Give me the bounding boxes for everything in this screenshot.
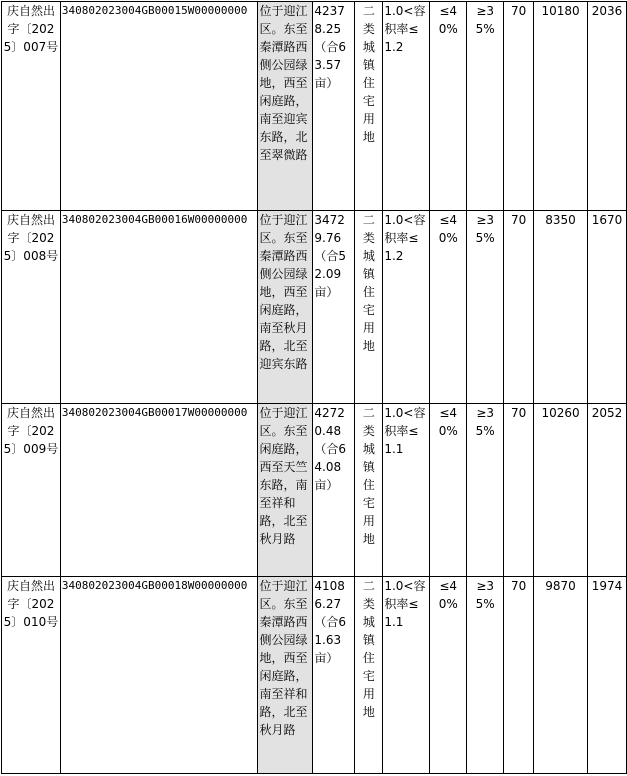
start-price-cell: 8350 [534,211,588,404]
land-parcel-table [1,1,627,774]
building-density-cell: ≤40% [430,211,467,404]
table-row [2,2,627,211]
location-cell: 位于迎江区。东至秦潭路西侧公园绿地，西至闲庭路，南至秋月路，北至迎宾东路 [258,211,313,404]
parcel-code-cell: 庆自然出字〔2025〕007号 [2,2,61,211]
building-density-cell: ≤40% [430,2,467,211]
land-use-cell [355,211,383,404]
start-price-cell: 10260 [534,404,588,577]
parcel-id-cell: 340802023004GB00017W00000000 [60,404,258,577]
land-use-cell [355,404,383,577]
green-ratio-cell: ≥35% [467,404,504,577]
lease-years-cell: 70 [504,404,534,577]
land-use-cell [355,2,383,211]
floor-area-ratio-cell: 1.0<容积率≤1.2 [383,2,430,211]
area-cell: 42378.25（合63.57亩） [313,2,355,211]
start-price-cell: 9870 [534,577,588,774]
land-use-text: 二类城镇住宅用地 [362,406,375,546]
land-use-cell [355,577,383,774]
deposit-cell: 2036 [587,2,626,211]
location-cell: 位于迎江区。东至闲庭路，西至天竺东路，南至祥和路，北至秋月路 [258,404,313,577]
green-ratio-cell: ≥35% [467,577,504,774]
table-row [2,577,627,774]
floor-area-ratio-cell: 1.0<容积率≤1.2 [383,211,430,404]
land-use-text: 二类城镇住宅用地 [362,213,375,353]
area-cell: 34729.76（合52.09亩） [313,211,355,404]
area-cell: 41086.27（合61.63亩） [313,577,355,774]
parcel-id-cell: 340802023004GB00018W00000000 [60,577,258,774]
land-use-text: 二类城镇住宅用地 [362,4,375,144]
building-density-cell: ≤40% [430,577,467,774]
lease-years-cell: 70 [504,2,534,211]
floor-area-ratio-cell: 1.0<容积率≤1.1 [383,577,430,774]
lease-years-cell: 70 [504,211,534,404]
green-ratio-cell: ≥35% [467,2,504,211]
parcel-id-cell: 340802023004GB00015W00000000 [60,2,258,211]
building-density-cell: ≤40% [430,404,467,577]
green-ratio-cell: ≥35% [467,211,504,404]
area-cell: 42720.48（合64.08亩） [313,404,355,577]
parcel-id-cell: 340802023004GB00016W00000000 [60,211,258,404]
lease-years-cell: 70 [504,577,534,774]
deposit-cell: 2052 [587,404,626,577]
parcel-code-cell: 庆自然出字〔2025〕010号 [2,577,61,774]
location-cell: 位于迎江区。东至秦潭路西侧公园绿地，西至闲庭路，南至祥和路，北至秋月路 [258,577,313,774]
land-use-text: 二类城镇住宅用地 [362,579,375,719]
table-row [2,211,627,404]
location-cell: 位于迎江区。东至秦潭路西侧公园绿地，西至闲庭路，南至迎宾东路，北至翠微路 [258,2,313,211]
deposit-cell: 1974 [587,577,626,774]
parcel-code-cell: 庆自然出字〔2025〕009号 [2,404,61,577]
start-price-cell: 10180 [534,2,588,211]
parcel-code-cell: 庆自然出字〔2025〕008号 [2,211,61,404]
table-row [2,404,627,577]
floor-area-ratio-cell: 1.0<容积率≤1.1 [383,404,430,577]
deposit-cell: 1670 [587,211,626,404]
